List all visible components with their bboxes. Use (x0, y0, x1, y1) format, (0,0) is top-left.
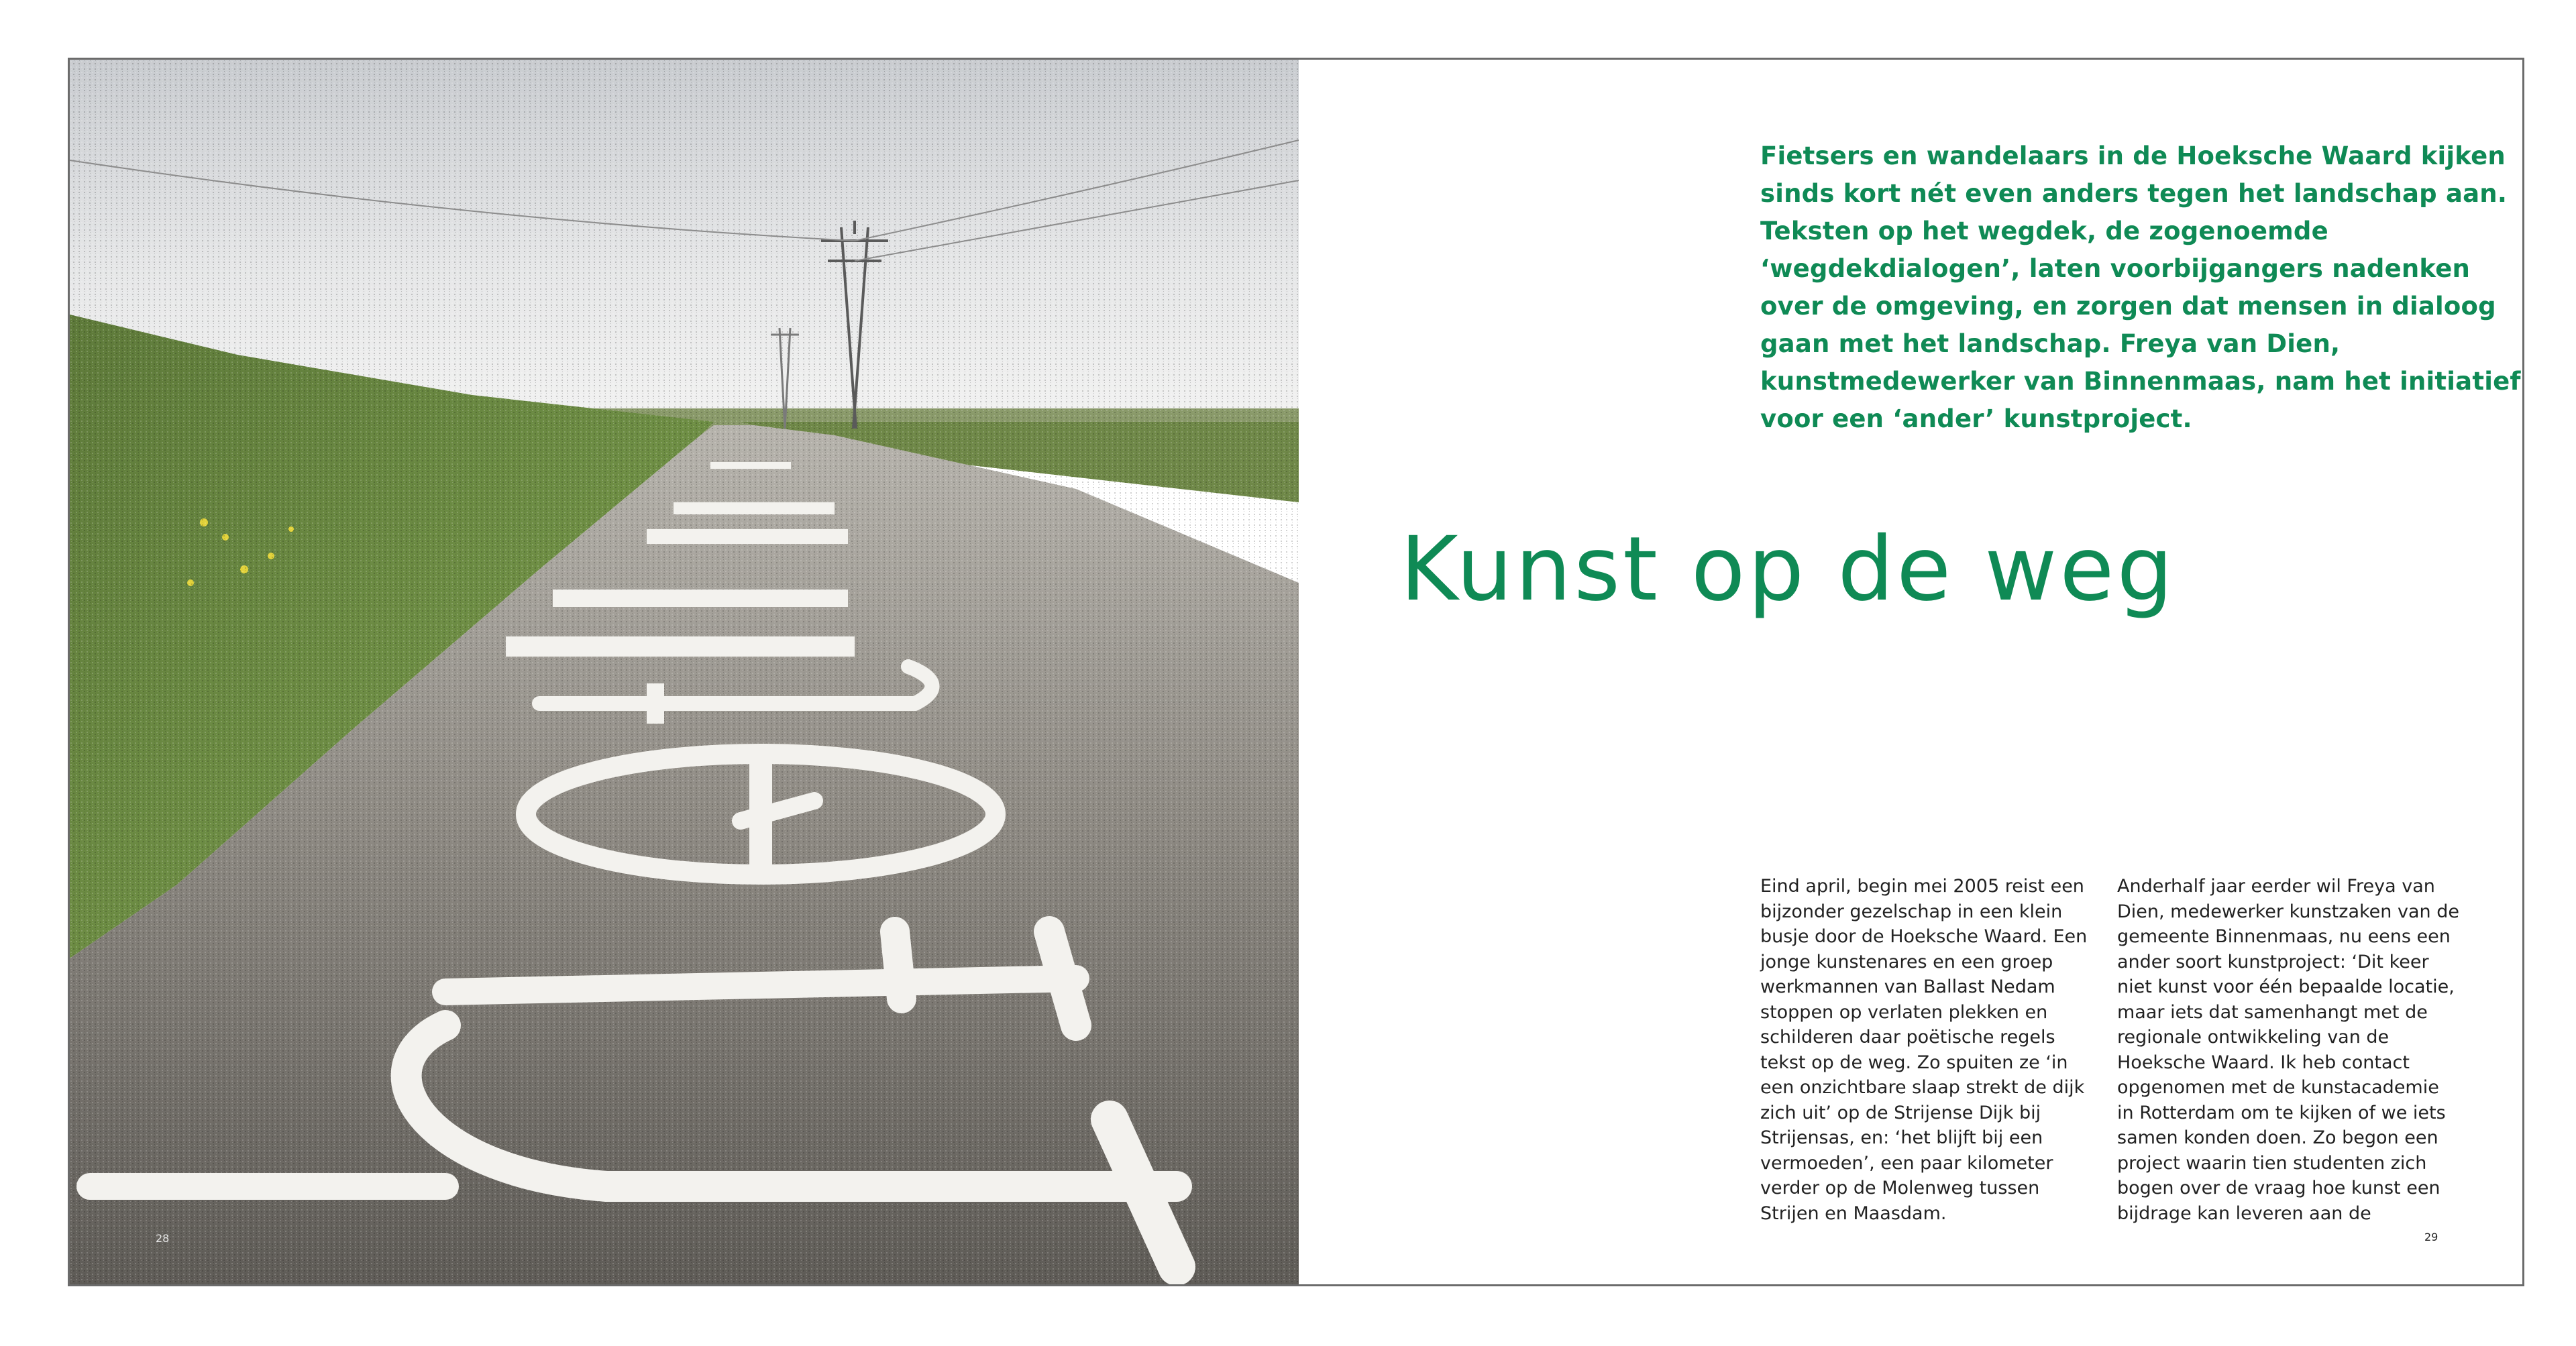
intro-paragraph: Fietsers en wandelaars in de Hoeksche Waard kijken sinds kort nét even anders tegen het landschap aan. Teksten op het wegdek, de zogenoemde ‘wegdekdialogen’, laten voorbijgangers nadenken over de omgeving, en zorgen dat mensen in dialoog gaan met het landschap. Freya van Dien, kunstmedewerker van Binnenmaas, nam het initiatief voor een ‘ander’ kunstproject. (1760, 142, 2521, 433)
page-title: Kunst op de weg (1400, 518, 2176, 621)
page-number-right: 29 (2424, 1231, 2438, 1243)
body-column-2: Anderhalf jaar eerder wil Freya van Dien, medewerker kunstzaken van de gemeente Binnenmaas, nu eens een ander soort kunstproject: ‘Dit keer niet kunst voor één bepaalde locatie, maar iets dat samenhangt met de regionale ontwikkeling van de Hoeksche Waard. Ik heb contact opgenomen met de kunstacademie in Rotterdam om te kijken of we iets samen konden doen. Zo begon een project waarin tien studenten zich bogen over de vraag hoe kunst een bijdrage kan leveren aan de (2117, 876, 2459, 1224)
page-number-left: 28 (156, 1232, 170, 1245)
book-spread (68, 58, 2524, 1286)
road-photo (70, 60, 1299, 1284)
body-column-1: Eind april, begin mei 2005 reist een bijzonder gezelschap in een klein busje door de Hoeksche Waard. Een jonge kunstenares en een groep werkmannen van Ballast Nedam stoppen op verlaten plekken en schilderen daar poëtische regels tekst op de weg. Zo spuiten ze ‘in een onzichtbare slaap strekt de dijk zich uit’ op de Strijense Dijk bij Strijensas, en: ‘het blijft bij een vermoeden’, een paar kilometer verder op de Molenweg tussen Strijen en Maasdam. (1760, 876, 2088, 1224)
